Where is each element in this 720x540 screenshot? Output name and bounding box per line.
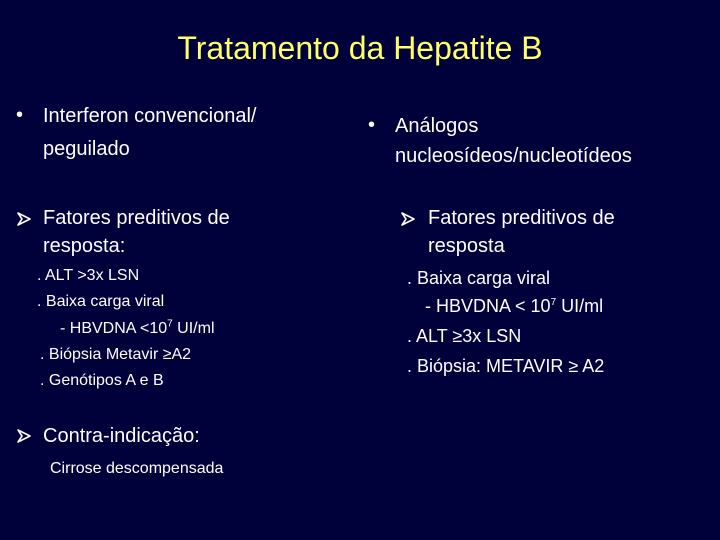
right-item-biopsy: . Biópsia: METAVIR ≥ A2 bbox=[407, 356, 605, 376]
left-bullet-interferon-line2: peguilado bbox=[43, 138, 130, 160]
left-item-alt: . ALT >3x LSN bbox=[37, 267, 140, 284]
left-item-viral-load: . Baixa carga viral bbox=[37, 293, 165, 310]
slide-title: Tratamento da Hepatite B bbox=[177, 30, 543, 66]
left-predictive-factors-line2: resposta: bbox=[43, 235, 126, 257]
left-item-cirrhosis: Cirrose descompensada bbox=[50, 460, 224, 477]
right-predictive-factors-line1: Fatores preditivos de bbox=[428, 207, 615, 229]
right-item-viral-load: . Baixa carga viral bbox=[407, 268, 551, 288]
left-item-biopsy: . Biópsia Metavir ≥A2 bbox=[40, 346, 192, 363]
bullet-dot-icon: • bbox=[16, 104, 24, 126]
left-contraindication: Contra-indicação: bbox=[43, 425, 200, 447]
right-bullet-analogs-line1: Análogos bbox=[395, 115, 479, 137]
right-item-alt: . ALT ≥3x LSN bbox=[407, 326, 522, 346]
arrow-bullet-icon bbox=[16, 211, 32, 227]
right-bullet-analogs-line2: nucleosídeos/nucleotídeos bbox=[395, 145, 632, 167]
right-item-hbvdna: - HBVDNA < $10^7$ UI/ml bbox=[425, 296, 604, 316]
left-bullet-interferon-line1: Interferon convencional/ bbox=[43, 105, 257, 127]
right-predictive-factors-line2: resposta bbox=[428, 235, 505, 257]
left-item-hbvdna: - HBVDNA $<10^7$ UI/ml bbox=[60, 318, 215, 337]
arrow-bullet-icon bbox=[16, 428, 32, 444]
bullet-dot-icon: • bbox=[368, 114, 376, 136]
left-item-genotypes: . Genótipos A e B bbox=[40, 372, 164, 389]
arrow-bullet-icon bbox=[400, 211, 416, 227]
left-predictive-factors-line1: Fatores preditivos de bbox=[43, 207, 230, 229]
